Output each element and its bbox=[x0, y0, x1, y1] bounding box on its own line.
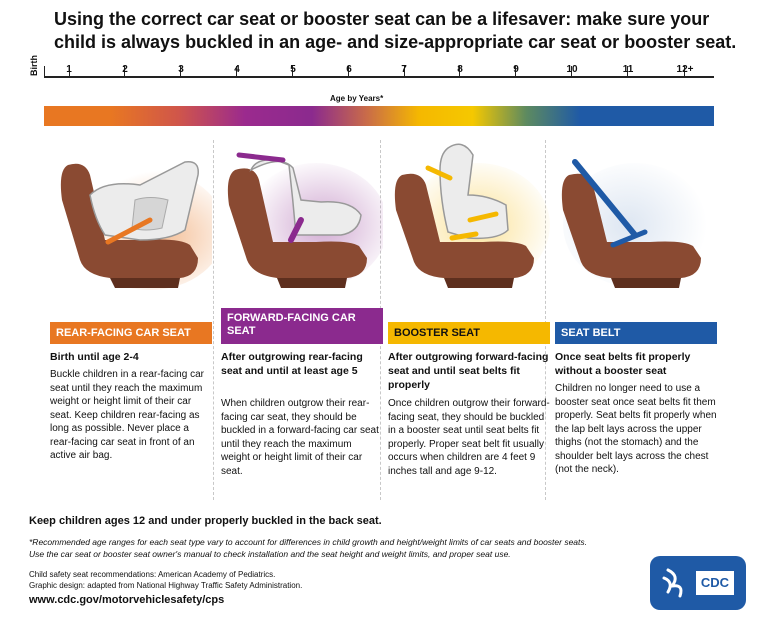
booster-body: Once children outgrow their forward-facing seat, they should be buckled in a booster seat until seat belts fit properly. Proper seat belt fit usually occurs when children are 4 feet 9 inches tall and age 9-12. bbox=[388, 398, 550, 477]
credit-aap: Child safety seat recommendations: American Academy of Pediatrics. bbox=[29, 570, 276, 579]
booster-seat-illustration bbox=[388, 140, 550, 300]
tick-label-2: 2 bbox=[122, 64, 128, 75]
tick-label-9: 9 bbox=[513, 64, 519, 75]
page-title: Using the correct car seat or booster seat can be a lifesaver: make sure your child is always buckled in an age- and size-appropriate car seat or booster seat. bbox=[54, 9, 737, 52]
tick-label-7: 7 bbox=[401, 64, 407, 75]
cdc-logo-text: CDC bbox=[700, 575, 730, 590]
cdc-url: www.cdc.gov/motorvehiclesafety/cps bbox=[29, 594, 225, 606]
rear-facing-label: REAR-FACING CAR SEAT bbox=[50, 322, 212, 344]
tick-label-11: 11 bbox=[622, 64, 634, 75]
timeline-axis bbox=[44, 76, 714, 78]
booster-heading: After outgrowing forward-facing seat and until seat belts fit properly bbox=[388, 351, 549, 391]
tick-label-4: 4 bbox=[234, 64, 240, 75]
forward-facing-body: When children outgrow their rear-facing car seat, they should be buckled in a forward-facing car seat until they reach the maximum weight or height limit of their car seat. bbox=[221, 398, 379, 477]
tick-label-5: 5 bbox=[290, 64, 296, 75]
tick-label-1: 1 bbox=[66, 64, 72, 75]
tick-label-3: 3 bbox=[178, 64, 184, 75]
back-seat-note: Keep children ages 12 and under properly buckled in the back seat. bbox=[29, 515, 382, 527]
timeline-tick bbox=[44, 66, 45, 76]
tick-label-12-plus: 12+ bbox=[676, 64, 694, 75]
seat-belt-heading: Once seat belts fit properly without a booster seat bbox=[555, 351, 691, 377]
forward-facing-label: FORWARD-FACING CAR SEAT bbox=[221, 308, 383, 344]
tick-label-10: 10 bbox=[566, 64, 578, 75]
axis-label: Age by Years* bbox=[330, 94, 384, 103]
booster-label: BOOSTER SEAT bbox=[388, 322, 550, 344]
tick-label-8: 8 bbox=[457, 64, 463, 75]
credit-nhtsa: Graphic design: adapted from National Highway Traffic Safety Administration. bbox=[29, 581, 303, 590]
rear-facing-body: Buckle children in a rear-facing car seat until they reach the maximum weight or height limit of their car seat. Keep children rear-facing as long as possible. Never place a rear-facing car seat in front of an active air bag. bbox=[50, 369, 204, 461]
forward-facing-heading: After outgrowing rear-facing seat and until at least age 5 bbox=[221, 351, 363, 377]
birth-label: Birth bbox=[29, 55, 39, 76]
footnote-age-ranges: *Recommended age ranges for each seat type vary to account for differences in child growth and height/weight limits of car seats and booster seats. bbox=[29, 537, 587, 547]
seat-belt-illustration bbox=[555, 140, 717, 300]
rear-facing-seat-illustration bbox=[50, 140, 212, 300]
seat-belt-body: Children no longer need to use a booster seat once seat belts fit them properly. Seat belts fit properly when the lap belt lays across the upper thighs (not the stomach) and the shoulder belt lays across the chest (not the neck). bbox=[555, 383, 717, 475]
cdc-logo bbox=[650, 556, 746, 610]
tick-label-6: 6 bbox=[346, 64, 352, 75]
rear-facing-heading: Birth until age 2-4 bbox=[50, 351, 139, 363]
age-gradient-bar bbox=[44, 106, 714, 126]
footnote-owners-manual: Use the car seat or booster seat owner's manual to check installation and the seat height and weight limits, and proper seat use. bbox=[29, 549, 511, 559]
seat-belt-label: SEAT BELT bbox=[555, 322, 717, 344]
column-divider bbox=[213, 140, 214, 500]
footnote bbox=[29, 536, 719, 560]
forward-facing-seat-illustration bbox=[221, 140, 383, 300]
